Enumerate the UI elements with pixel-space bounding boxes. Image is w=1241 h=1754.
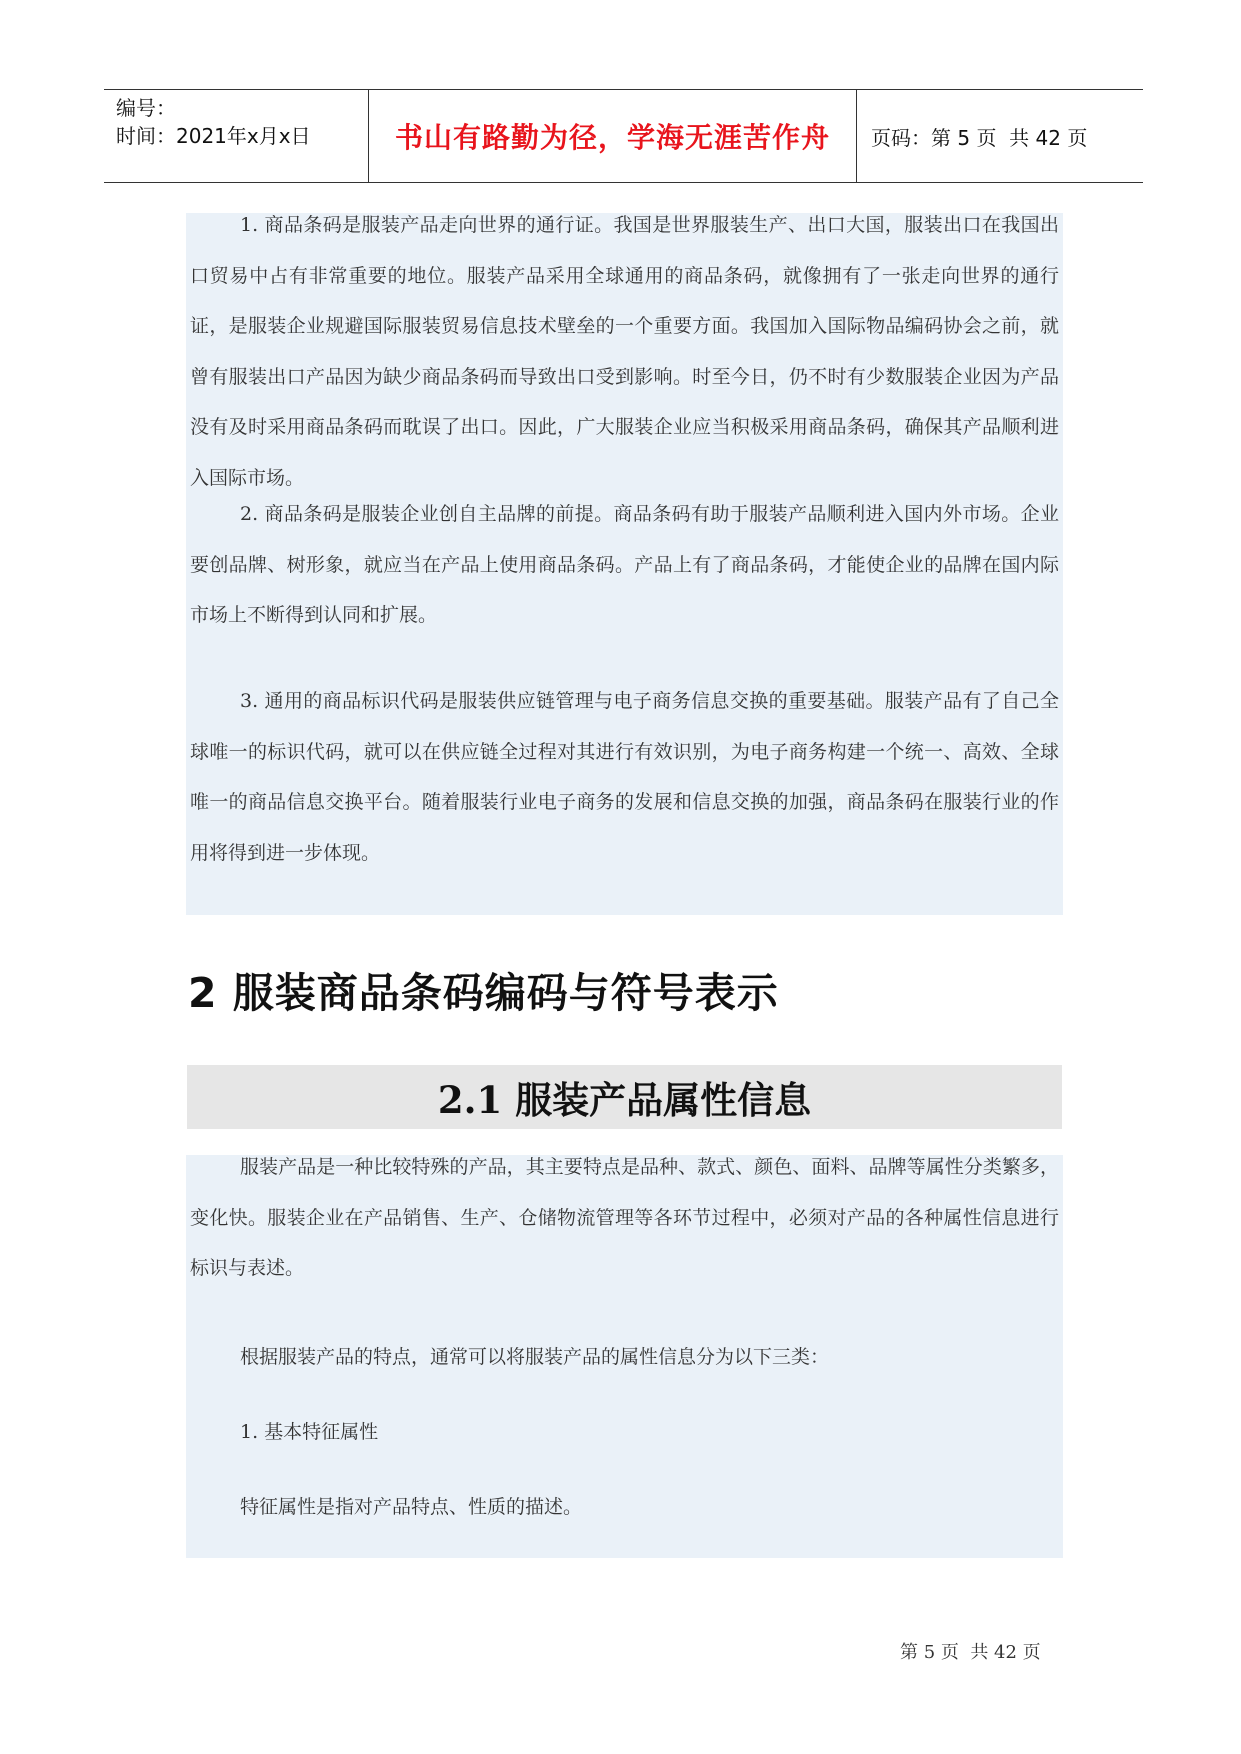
section2-panel	[186, 1155, 1063, 1558]
subsection-heading-text: 2.1 服装产品属性信息	[437, 1078, 812, 1122]
section1-panel	[186, 213, 1063, 915]
paragraph-6: 1. 基本特征属性	[240, 1421, 379, 1443]
header-page-info-cell	[857, 90, 1143, 182]
section-heading-2: 2 服装商品条码编码与符号表示	[188, 969, 779, 1017]
paragraph-5: 根据服装产品的特点，通常可以将服装产品的属性信息分为以下三类：	[240, 1346, 830, 1368]
paragraph-1: 1. 商品条码是服装产品走向世界的通行证。我国是世界服装生产、出口大国，服装出口在我国出口贸易中占有非常重要的地位。服装产品采用全球通用的商品条码，就像拥有了一张走向世界的通行证，是服装企业规避国际服装贸易信息技术壁垒的一个重要方面。我国加入国际物品编码协会之前，就曾有服装出口产品因为缺少商品条码而导致出口受到影响。时至今日，仍不时有少数服装企业因为产品没有及时采用商品条码而耽误了出口。因此，广大服装企业应当积极采用商品条码，确保其产品顺利进入国际市场。	[190, 214, 1059, 489]
page-header	[104, 89, 1143, 183]
paragraph-2: 2. 商品条码是服装企业创自主品牌的前提。商品条码有助于服装产品顺利进入国内外市场。企业要创品牌、树形象，就应当在产品上使用商品条码。产品上有了商品条码，才能使企业的品牌在国内际市场上不断得到认同和扩展。	[190, 503, 1059, 626]
paragraph-3: 3. 通用的商品标识代码是服装供应链管理与电子商务信息交换的重要基础。服装产品有了自己全球唯一的标识代码，就可以在供应链全过程对其进行有效识别，为电子商务构建一个统一、高效、全球唯一的商品信息交换平台。随着服装行业电子商务的发展和信息交换的加强，商品条码在服装行业的作用将得到进一步体现。	[190, 690, 1059, 864]
paragraph-4: 服装产品是一种比较特殊的产品，其主要特点是品种、款式、颜色、面料、品牌等属性分类繁多，变化快。服装企业在产品销售、生产、仓储物流管理等各环节过程中，必须对产品的各种属性信息进行标识与表述。	[190, 1156, 1059, 1279]
header-motto-cell	[369, 90, 857, 182]
page-footer: 第 5 页 共 42 页	[900, 1642, 1041, 1663]
header-meta	[104, 90, 369, 182]
paragraph-7: 特征属性是指对产品特点、性质的描述。	[240, 1496, 583, 1518]
number-label: 编号：	[116, 96, 176, 120]
subsection-heading-2-1	[187, 1065, 1062, 1129]
time-label: 时间：2021年x月x日	[116, 124, 311, 148]
page-info: 页码：第 5 页 共 42 页	[871, 125, 1088, 150]
motto: 书山有路勤为径，学海无涯苦作舟	[394, 121, 830, 154]
